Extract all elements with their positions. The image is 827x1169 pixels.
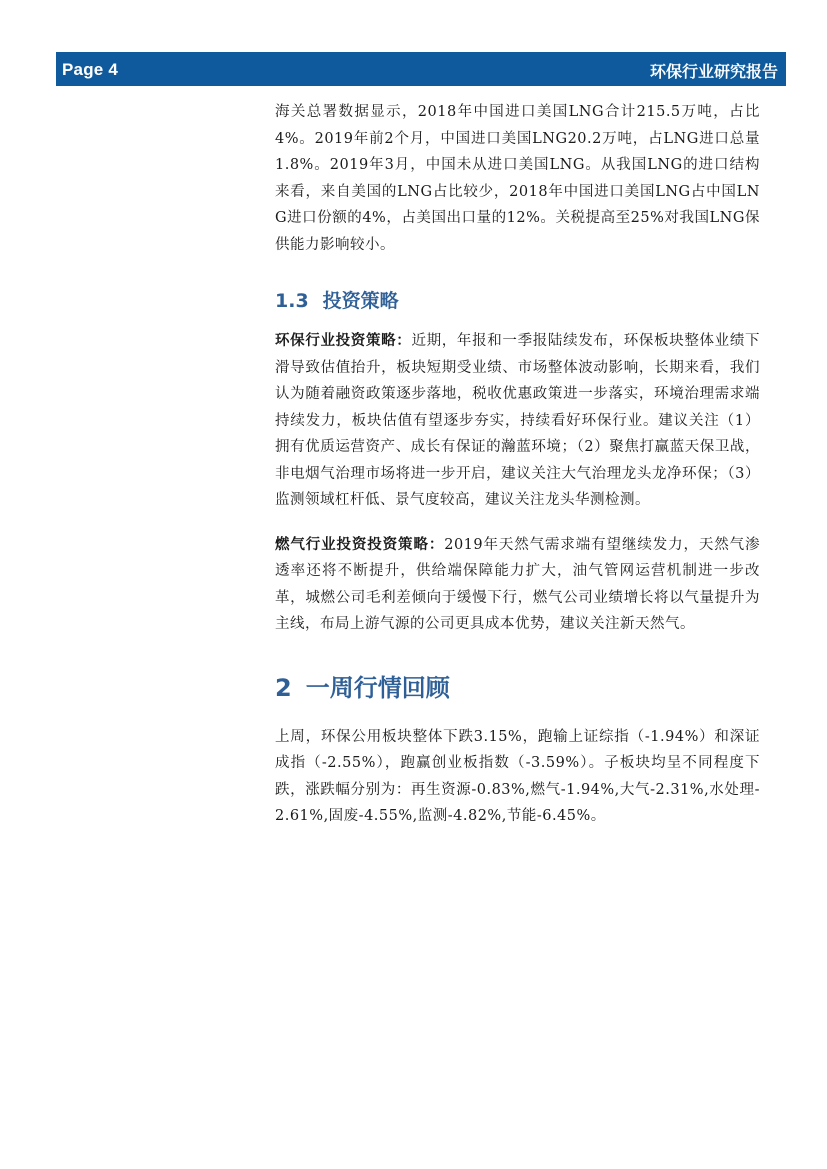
env-strategy-paragraph xyxy=(275,328,760,514)
gas-strategy-paragraph xyxy=(275,532,760,638)
section-number: 1.3 xyxy=(275,290,309,312)
section-title: 投资策略 xyxy=(322,290,399,312)
market-review-paragraph: 上周，环保公用板块整体下跌3.15%，跑输上证综指（-1.94%）和深证成指（-2.55%），跑赢创业板指数（-3.59%）。子板块均呈不同程度下跌，涨跌幅分别为：再生资源-0.83%,燃气-1.94%,大气-2.31%,水处理-2.61%,固废-4.55%,监测-4.82%,节能-6.45%。 xyxy=(275,728,760,824)
intro-paragraph: 海关总署数据显示，2018年中国进口美国LNG合计215.5万吨，占比4%。2019年前2个月，中国进口美国LNG20.2万吨，占LNG进口总量1.8%。2019年3月，中国未从进口美国LNG。从我国LNG的进口结构来看，来自美国的LNG占比较少，2018年中国进口美国LNG占中国LNG进口份额的4%，占美国出口量的12%。关税提高至25%对我国LNG保供能力影响较小。 xyxy=(275,104,760,253)
env-strategy-lead: 环保行业投资策略： xyxy=(275,332,412,349)
section-heading-2 xyxy=(275,672,760,704)
env-strategy-text: 近期，年报和一季报陆续发布，环保板块整体业绩下滑导致估值抬升，板块短期受业绩、市场整体波动影响，长期来看，我们认为随着融资政策逐步落地，税收优惠政策进一步落实，环境治理需求端持续发力，板块估值有望逐步夯实，持续看好环保行业。建议关注（1）拥有优质运营资产、成长有保证的瀚蓝环境；（2）聚焦打赢蓝天保卫战，非电烟气治理市场将进一步开启，建议关注大气治理龙头龙净环保；（3）监测领域杠杆低、景气度较高，建议关注龙头华测检测。 xyxy=(275,333,760,508)
gas-strategy-text: 2019年天然气需求端有望继续发力，天然气渗透率还将不断提升，供给端保障能力扩大，油气管网运营机制进一步改革，城燃公司毛利差倾向于缓慢下行，燃气公司业绩增长将以气量提升为主线，布局上游气源的公司更具成本优势，建议关注新天然气。 xyxy=(275,536,761,632)
page-content xyxy=(275,94,760,830)
page-header xyxy=(56,52,786,86)
gas-strategy-lead: 燃气行业投资投资策略： xyxy=(275,535,445,553)
section-heading-1-3 xyxy=(275,288,760,314)
page-number: Page 4 xyxy=(62,60,119,79)
section-number: 2 xyxy=(275,673,292,702)
section-title: 一周行情回顾 xyxy=(305,673,450,702)
report-title: 环保行业研究报告 xyxy=(649,62,778,81)
paragraph-gap xyxy=(275,514,760,532)
